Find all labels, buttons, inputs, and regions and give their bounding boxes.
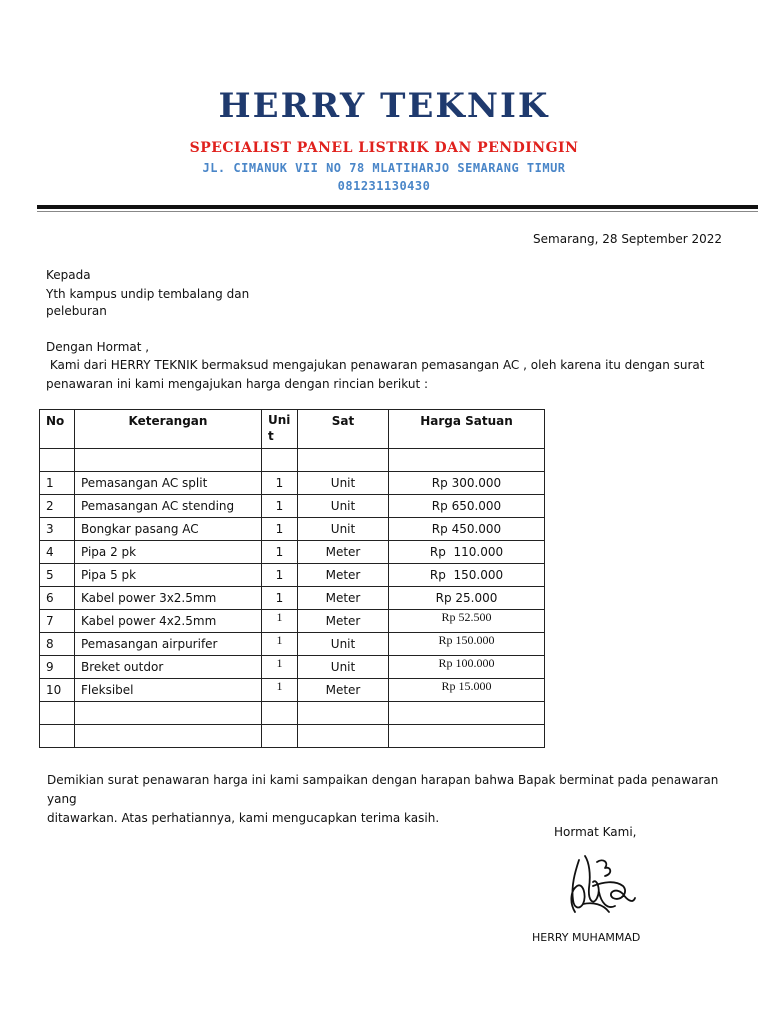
letter-date: Semarang, 28 September 2022 <box>533 232 722 246</box>
row-description: Pipa 2 pk <box>75 541 262 564</box>
row-no: 5 <box>40 564 75 587</box>
row-description: Pipa 5 pk <box>75 564 262 587</box>
row-price: Rp 650.000 <box>389 495 545 518</box>
table-row <box>40 610 545 633</box>
intro-line-2: penawaran ini kami mengajukan harga dengan rincian berikut : <box>46 377 429 391</box>
row-unit: 1 <box>262 633 298 656</box>
row-unit: 1 <box>262 472 298 495</box>
header-keterangan: Keterangan <box>75 410 262 449</box>
row-sat: Unit <box>298 472 389 495</box>
signer-name: HERRY MUHAMMAD <box>532 931 641 944</box>
company-tagline: SPECIALIST PANEL LISTRIK DAN PENDINGIN <box>189 140 579 156</box>
to-label: Kepada <box>46 268 91 282</box>
row-sat: Meter <box>298 610 389 633</box>
table-row <box>40 518 545 541</box>
row-no: 10 <box>40 679 75 702</box>
row-no: 4 <box>40 541 75 564</box>
row-description: Breket outdor <box>75 656 262 679</box>
row-price: Rp 52.500 <box>389 610 545 633</box>
row-sat: Meter <box>298 679 389 702</box>
regards: Hormat Kami, <box>554 825 637 839</box>
header-no: No <box>40 410 75 449</box>
row-description: Pemasangan AC stending <box>75 495 262 518</box>
row-price: Rp 15.000 <box>389 679 545 702</box>
company-address: JL. CIMANUK VII NO 78 MLATIHARJO SEMARANG TIMUR <box>202 161 566 175</box>
table-row-empty <box>40 702 545 725</box>
row-sat: Unit <box>298 518 389 541</box>
row-price: Rp 100.000 <box>389 656 545 679</box>
signature-icon <box>563 852 639 922</box>
table-row <box>40 679 545 702</box>
row-sat: Unit <box>298 495 389 518</box>
row-price: Rp 450.000 <box>389 518 545 541</box>
recipient-line-1: Yth kampus undip tembalang dan <box>46 287 250 301</box>
row-unit: 1 <box>262 656 298 679</box>
row-unit: 1 <box>262 518 298 541</box>
row-sat: Meter <box>298 541 389 564</box>
row-unit: 1 <box>262 495 298 518</box>
table-row <box>40 656 545 679</box>
table-row-empty <box>40 725 545 748</box>
row-price: Rp 300.000 <box>389 472 545 495</box>
row-description: Kabel power 4x2.5mm <box>75 610 262 633</box>
row-no: 8 <box>40 633 75 656</box>
row-no: 3 <box>40 518 75 541</box>
row-description: Kabel power 3x2.5mm <box>75 587 262 610</box>
greeting: Dengan Hormat , <box>46 340 150 354</box>
row-sat: Unit <box>298 633 389 656</box>
header-sat: Sat <box>298 410 389 449</box>
closing-line-2: ditawarkan. Atas perhatiannya, kami mengucapkan terima kasih. <box>47 811 440 825</box>
letterhead-divider <box>37 205 758 209</box>
table-row <box>40 587 545 610</box>
row-description: Fleksibel <box>75 679 262 702</box>
row-price: Rp 150.000 <box>389 633 545 656</box>
header-harga: Harga Satuan <box>389 410 545 449</box>
company-name: HERRY TEKNIK <box>218 86 550 126</box>
intro-line-1: Kami dari HERRY TEKNIK bermaksud mengajukan penawaran pemasangan AC , oleh karena itu dengan surat <box>46 358 705 372</box>
closing-paragraph <box>47 771 747 828</box>
row-unit: 1 <box>262 679 298 702</box>
company-phone: 081231130430 <box>337 179 431 193</box>
row-price: Rp 25.000 <box>389 587 545 610</box>
row-no: 1 <box>40 472 75 495</box>
row-sat: Meter <box>298 587 389 610</box>
row-price: Rp 150.000 <box>389 564 545 587</box>
row-description: Bongkar pasang AC <box>75 518 262 541</box>
row-description: Pemasangan AC split <box>75 472 262 495</box>
row-sat: Unit <box>298 656 389 679</box>
row-price: Rp 110.000 <box>389 541 545 564</box>
row-description: Pemasangan airpurifer <box>75 633 262 656</box>
closing-line-1: Demikian surat penawaran harga ini kami sampaikan dengan harapan bahwa Bapak berminat pada penawaran yang <box>47 773 719 806</box>
row-no: 2 <box>40 495 75 518</box>
table-row <box>40 541 545 564</box>
recipient-line-2: peleburan <box>46 304 107 318</box>
header-unit: Unit <box>262 410 298 449</box>
letterhead-divider-thin <box>37 211 758 212</box>
table-row-empty <box>40 449 545 472</box>
row-no: 6 <box>40 587 75 610</box>
row-unit: 1 <box>262 541 298 564</box>
row-unit: 1 <box>262 564 298 587</box>
table-row <box>40 564 545 587</box>
table-row <box>40 633 545 656</box>
row-no: 9 <box>40 656 75 679</box>
price-table <box>39 409 545 748</box>
row-sat: Meter <box>298 564 389 587</box>
table-header-row <box>40 410 545 449</box>
table-row <box>40 495 545 518</box>
table-row <box>40 472 545 495</box>
row-no: 7 <box>40 610 75 633</box>
row-unit: 1 <box>262 587 298 610</box>
row-unit: 1 <box>262 610 298 633</box>
